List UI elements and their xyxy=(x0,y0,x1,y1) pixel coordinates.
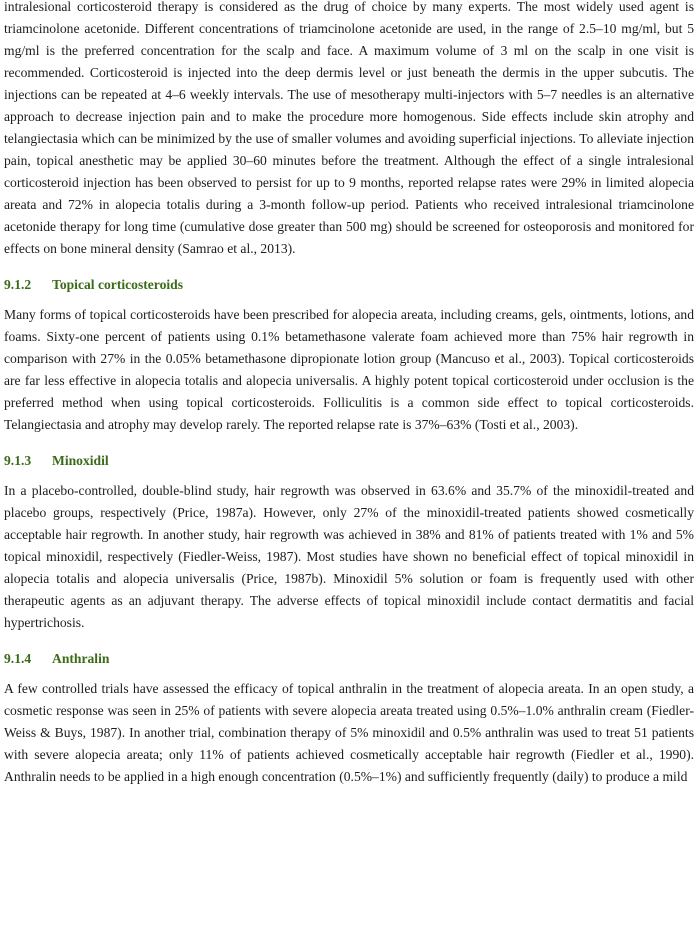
section-number: 9.1.4 xyxy=(4,651,32,666)
section-heading-anthralin xyxy=(4,648,694,670)
section-title: Minoxidil xyxy=(52,453,109,468)
section-title: Anthralin xyxy=(52,651,110,666)
section-number: 9.1.3 xyxy=(4,453,32,468)
section-heading-minoxidil xyxy=(4,450,694,472)
section-heading-topical-corticosteroids xyxy=(4,274,694,296)
intro-paragraph: intralesional corticosteroid therapy is considered as the drug of choice by many experts. The most widely used agent is triamcinolone acetonide. Different concentrations of triamcinolone acetonide are used, in the range of 2.5–10 mg/ml, but 5 mg/ml is the preferred concentration for the scalp and face. A maximum volume of 3 ml on the scalp in one visit is recommended. Corticosteroid is injected into the deep dermis level or just beneath the dermis in the upper subcutis. The injections can be repeated at 4–6 weekly intervals. The use of mesotherapy multi-injectors with 5–7 needles is an alternative approach to decrease injection pain and to make the procedure more homogenous. Side effects include skin atrophy and telangiectasia which can be minimized by the use of smaller volumes and avoiding superficial injections. To alleviate injection pain, topical anesthetic may be applied 30–60 minutes before the treatment. Although the effect of a single intralesional corticosteroid injection has been observed to persist for up to 9 months, reported relapse rates were 29% in limited alopecia areata and 72% in alopecia totalis during a 3-month follow-up period. Patients who received intralesional triamcinolone acetonide therapy for long time (cumulative dose greater than 500 mg) should be screened for osteoporosis and monitored for effects on bone mineral density (Samrao et al., 2013). xyxy=(4,0,694,256)
anthralin-paragraph: A few controlled trials have assessed the efficacy of topical anthralin in the treatment of alopecia areata. In an open study, a cosmetic response was seen in 25% of patients with severe alopecia areata treated using 0.5%–1.0% anthralin cream (Fiedler-Weiss & Buys, 1987). In another trial, combination therapy of 5% minoxidil and 0.5% anthralin was used to treat 51 patients with severe alopecia areata; only 11% of patients achieved cosmetically acceptable hair regrowth (Fiedler et al., 1990). Anthralin needs to be applied in a high enough concentration (0.5%–1%) and sufficiently frequently (daily) to produce a mild xyxy=(4,681,694,784)
minoxidil-paragraph: In a placebo-controlled, double-blind study, hair regrowth was observed in 63.6% and 35.7% of the minoxidil-treated and placebo groups, respectively (Price, 1987a). However, only 27% of the minoxidil-treated patients showed cosmetically acceptable hair regrowth. In another study, hair regrowth was achieved in 38% and 81% of patients treated with 1% and 5% topical minoxidil, respectively (Fiedler-Weiss, 1987). Most studies have shown no beneficial effect of topical minoxidil in alopecia totalis and alopecia universalis (Price, 1987b). Minoxidil 5% solution or foam is frequently used with other therapeutic agents as an adjuvant therapy. The adverse effects of topical minoxidil include contact dermatitis and facial hypertrichosis. xyxy=(4,483,694,630)
topical-corticosteroids-paragraph: Many forms of topical corticosteroids have been prescribed for alopecia areata, including creams, gels, ointments, lotions, and foams. Sixty-one percent of patients using 0.1% betamethasone valerate foam achieved more than 75% hair regrowth in comparison with 27% in the 0.05% betamethasone dipropionate lotion group (Mancuso et al., 2003). Topical corticosteroids are far less effective in alopecia totalis and alopecia universalis. A highly potent topical corticosteroid under occlusion is the preferred method when using topical corticosteroids. Folliculitis is a common side effect to topical corticosteroids. Telangiectasia and atrophy may develop rarely. The reported relapse rate is 37%–63% (Tosti et al., 2003). xyxy=(4,307,694,432)
section-number: 9.1.2 xyxy=(4,277,32,292)
section-title: Topical corticosteroids xyxy=(52,277,184,292)
